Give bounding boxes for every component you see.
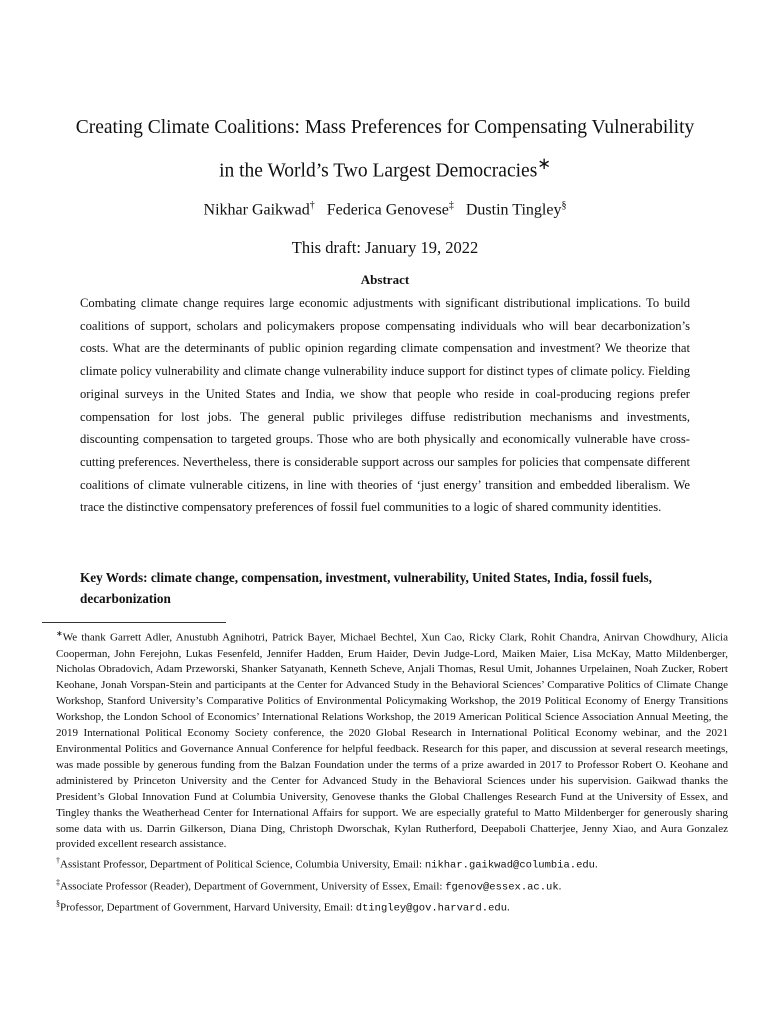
author-marker: § [561,200,567,211]
abstract-heading: Abstract [360,272,410,287]
acknowledgements-text: We thank Garrett Adler, Anustubh Agnihotri, Patrick Bayer, Michael Bechtel, Xun Cao, Ricky Clark, Rohit Chandra, Anirvan Chowdhury, Alicia Cooperman, John Ferejohn, Lukas Fesenfeld, Jennifer Hadden, Erum Haider, Devin Judge-Lord, Maiken Maier, Lisa McKay, Matto Mildenberger, Nicholas Obradovich, Adam Przeworski, Shanker Satyanath, Kenneth Scheve, Anjali Thomas, Resul Umit, Johannes Urpelainen, Noah Zucker, Robert Keohane, Jonah Vorspan-Stein and participants at the Center for Advanced Study in the Behavioral Sciences’ Comparative Politics of Climate Change Workshop, Stanford University’s Comparative Politics of Environmental Policymaking Workshop, the 2019 Political Economy of Energy Transitions Workshop, the London School of Economics’ International Relations Workshop, the 2019 American Political Science Association Annual Meeting, the 2019 International Political Economy Society conference, the 2020 Global Research in International Political Economy webinar, and the 2021 Environmental Politics and Governance Annual Conference for helpful feedback. Research for this paper, and discussion at several research meetings, was made possible by generous funding from the Balzan Foundation under the terms of a prize awarded in 2017 to Professor Robert O. Keohane and administered by Princeton University and the Center for Advanced Study in the Behavioral Sciences under his supervision. Gaikwad thanks the President’s Global Innovation Fund at Columbia University, Genovese thanks the Global Challenges Research Fund at the University of Essex, and Tingley thanks the Weatherhead Center for International Affairs for support. We are especially grateful to Matto Mildenberger for generously sharing some data with us. Darrin Gilkerson, Diana Ding, Christoph Dworschak, Kylan Rutherford, Deepaboli Chatterjee, Jenny Xiao, and Aura Gonzalez provided excellent research assistance. [56,631,728,851]
author-footnote: ‡Associate Professor (Reader), Department of Government, University of Essex, Email: fgenov@essex.ac.uk. [56,877,562,894]
keywords: Key Words: climate change, compensation, investment, vulnerability, United States, India, fossil fuels, decarbonization [80,570,652,606]
draft-date: This draft: January 19, 2022 [291,238,479,257]
author-email[interactable]: fgenov@essex.ac.uk [445,881,559,894]
footnote-marker: † [56,856,60,866]
author-marker: † [309,200,315,211]
author-email[interactable]: dtingley@gov.harvard.edu [355,903,507,916]
footnotes [42,626,728,918]
footnote-rule [42,622,226,623]
abstract-body: Combating climate change requires large economic adjustments with significant distributional implications. To build coalitions of support, scholars and policymakers propose compensating individuals who will bear decarbonization’s costs. What are the determinants of public opinion regarding climate compensation and investment? We theorize that climate policy vulnerability and climate change vulnerability induce support for distinct types of climate policy. Fielding original surveys in the United States and India, we show that people who reside in coal-producing regions prefer compensation for lost jobs. The general public privileges diffuse redistribution mechanisms and investments, discounting compensation to targeted groups. Those who are both physically and economically vulnerable have cross-cutting preferences. Nevertheless, there is considerable support across our samples for policies that compensate different coalitions of climate vulnerable citizens, in line with theories of ‘just energy’ transition and embedded liberalism. We trace the distinctive compensatory preferences of fossil fuel communities to a logic of shared community identities. [80,296,690,515]
author-footnote: §Professor, Department of Government, Harvard University, Email: dtingley@gov.harvard.edu. [56,899,510,916]
title-line-2: in the World’s Two Largest Democracies [219,160,538,182]
acknowledgements-footnote [42,626,728,853]
footnote-marker: ∗ [56,629,63,638]
author-list [0,200,770,219]
author-name: Federica Genovese [326,201,449,219]
author-footnote: †Assistant Professor, Department of Political Science, Columbia University, Email: nikhar.gaikwad@columbia.edu. [56,856,598,872]
author-affiliation: Professor, Department of Government, Harvard University, Email: [60,902,356,915]
footnote-marker: ‡ [56,877,60,887]
author-marker: ‡ [448,200,454,211]
title-line-1: Creating Climate Coalitions: Mass Preferences for Compensating Vulnerability [75,117,695,138]
author-email[interactable]: nikhar.gaikwad@columbia.edu [424,860,595,872]
footnote-marker: § [56,899,60,909]
title-footnote-marker: ∗ [537,155,551,173]
paper-title [30,110,740,190]
author-affiliation: Assistant Professor, Department of Political Science, Columbia University, Email: [60,859,425,871]
author-name: Nikhar Gaikwad [203,201,310,219]
author-affiliation: Associate Professor (Reader), Department of Government, University of Essex, Email: [60,880,446,893]
author-name: Dustin Tingley [465,201,562,219]
